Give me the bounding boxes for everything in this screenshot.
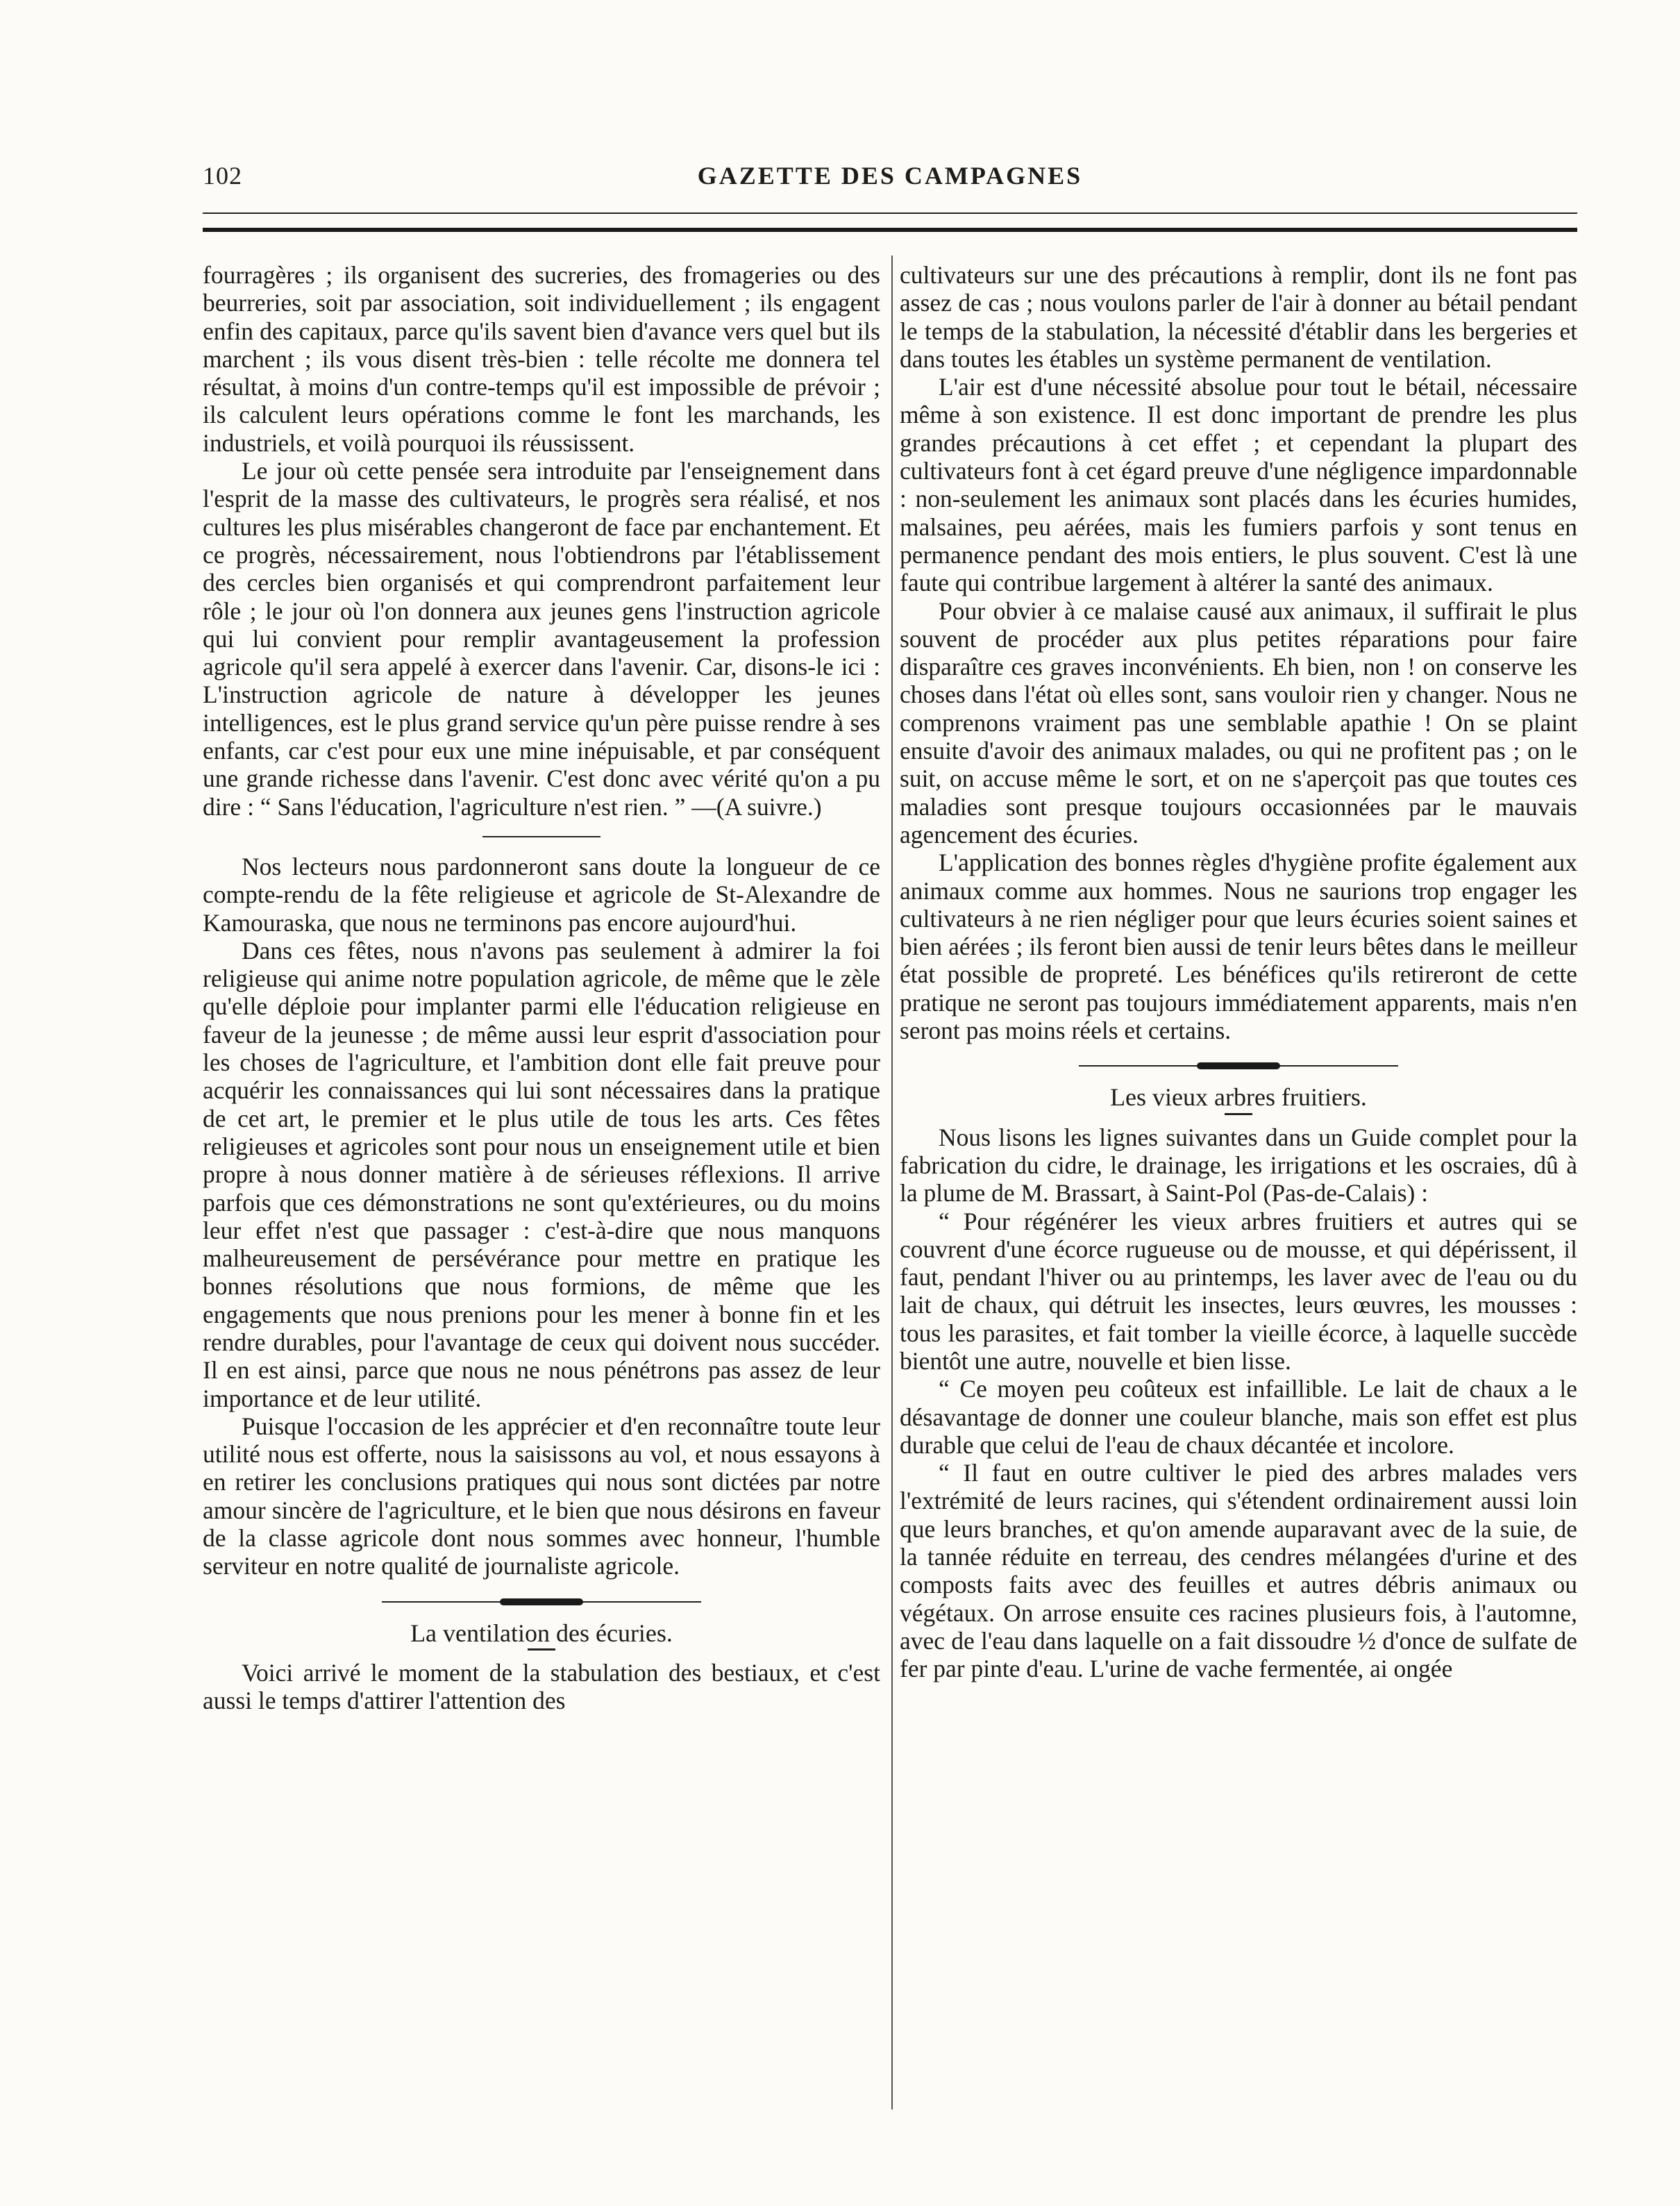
- title-dash: [1225, 1113, 1252, 1115]
- paragraph: Puisque l'occasion de les apprécier et d'en reconnaître toute leur utilité nous est offerte, nous la saisissons au vol, et nous essayons à en retirer les conclusions pratiques qui nous sont dictées par notre amour sincère de l'agriculture, et le bien que nous désirons en faveur de la classe agricole dont nous sommes avec honneur, l'humble serviteur en notre qualité de journaliste agricole.: [203, 1412, 880, 1580]
- right-column: [900, 261, 1577, 2108]
- paragraph: Nos lecteurs nous pardonneront sans doute la longueur de ce compte-rendu de la fête religieuse et agricole de St-Alexandre de Kamouraska, que nous ne terminons pas encore aujourd'hui.: [203, 852, 880, 937]
- header-rule-thick: [203, 228, 1577, 232]
- separator-rule: [482, 836, 600, 837]
- section-ornament: [382, 1600, 701, 1604]
- paragraph: L'application des bonnes règles d'hygiène profite également aux animaux comme aux hommes. Nous ne saurions trop engager les cultivateurs à ne rien négliger pour que leurs écuries soient saines et bien aérées ; ils feront bien aussi de tenir leurs bêtes dans le meilleur état possible de propreté. Les bénéfices qu'ils retireront de cette pratique ne seront pas toujours immédiatement apparents, mais n'en seront pas moins réels et certains.: [900, 849, 1577, 1045]
- paragraph: Le jour où cette pensée sera introduite par l'enseignement dans l'esprit de la masse des cultivateurs, le progrès sera réalisé, et nos cultures les plus misérables changeront de face par enchantement. Et ce progrès, nécessairement, nous l'obtiendrons par l'établissement des cercles bien organisés et qui comprendront parfaitement leur rôle ; le jour où l'on donnera aux jeunes gens l'instruction agricole qui lui convient pour remplir avantageusement la profession agricole qu'il sera appelé à exercer dans l'avenir. Car, disons-le ici : L'instruction agricole de nature à développer les jeunes intelligences, est le plus grand service qu'un père puisse rendre à ses enfants, car c'est pour eux une mine inépuisable, et par conséquent une grande richesse dans l'avenir. C'est donc avec vérité qu'on a pu dire : “ Sans l'éducation, l'agriculture n'est rien. ” —(A suivre.): [203, 457, 880, 821]
- page-header: [203, 161, 1577, 203]
- paragraph: cultivateurs sur une des précautions à remplir, dont ils ne font pas assez de cas ; nous voulons parler de l'air à donner au bétail pendant le temps de la stabulation, la nécessité d'établir dans les bergeries et dans toutes les étables un système permanent de ventilation.: [900, 261, 1577, 373]
- section-ornament: [1079, 1064, 1398, 1068]
- paragraph: Dans ces fêtes, nous n'avons pas seulement à admirer la foi religieuse qui anime notre population agricole, de même que le zèle qu'elle déploie pour implanter parmi elle l'éducation religieuse en faveur de la jeunesse ; de même aussi leur esprit d'association pour les choses de l'agriculture, et l'ambition dont elle fait preuve pour acquérir les connaissances qui lui sont nécessaires dans la pratique de cet art, le premier et le plus utile de tous les arts. Ces fêtes religieuses et agricoles sont pour nous un enseignement utile et bien propre à nous donner matière à de sérieuses réflexions. Il arrive parfois que ces démonstrations ne sont qu'extérieures, ou du moins leur effet n'est que passager : c'est-à-dire que nous manquons malheureusement de persévérance pour mettre en pratique les bonnes résolutions que nous formions, de même que les engagements que nous prenions pour les mener à bonne fin et les rendre durables, pour l'avantage de ceux qui doivent nous succéder. Il en est ainsi, parce que nous ne nous pénétrons pas assez de leur importance et de leur utilité.: [203, 936, 880, 1412]
- section-title: La ventilation des écuries.: [410, 1619, 673, 1647]
- section-title: Les vieux arbres fruitiers.: [1110, 1083, 1367, 1112]
- paragraph: “ Il faut en outre cultiver le pied des arbres malades vers l'extrémité de leurs racines, qui s'étendent ordinairement aussi loin que leurs branches, et qu'on amende auparavant avec de la suie, de la tannée réduite en terreau, des cendres mélangées d'urine et des composts faits avec des feuilles et autres débris animaux ou végétaux. On arrose ensuite ces racines plusieurs fois, à l'automne, avec de l'eau dans laquelle on a fait dissoudre ½ d'once de sulfate de fer par pinte d'eau. L'urine de vache fermentée, ai ongée: [900, 1459, 1577, 1683]
- header-rule-thin: [203, 212, 1577, 214]
- paragraph: Pour obvier à ce malaise causé aux animaux, il suffirait le plus souvent de procéder aux plus petites réparations pour faire disparaître ces graves inconvénients. Eh bien, non ! on conserve les choses dans l'état où elles sont, sans vouloir rien y changer. Nous ne comprenons vraiment pas une semblable apathie ! On se plaint ensuite d'avoir des animaux malades, ou qui ne profitent pas ; on le suit, on accuse même le sort, et on ne s'aperçoit pas que toutes ces maladies sont presque toujours occasionnées par le mauvais agencement des écuries.: [900, 596, 1577, 849]
- paragraph: “ Pour régénérer les vieux arbres fruitiers et autres qui se couvrent d'une écorce rugueuse ou de mousse, et qui dépérissent, il faut, pendant l'hiver ou au printemps, les laver avec de l'eau ou du lait de chaux, qui détruit les insectes, leurs œuvres, les mousses : tous les parasites, et fait tomber la vieille écorce, à laquelle succède bientôt une autre, nouvelle et bien lisse.: [900, 1207, 1577, 1375]
- page-number: 102: [203, 162, 242, 190]
- paragraph: Voici arrivé le moment de la stabulation des bestiaux, et c'est aussi le temps d'attirer l'attention des: [203, 1658, 880, 1715]
- left-column: [203, 261, 880, 2108]
- paragraph: fourragères ; ils organisent des sucreries, des fromageries ou des beurreries, soit par association, soit individuellement ; ils engagent enfin des capitaux, parce qu'ils savent bien d'avance vers quel but ils marchent ; ils vous disent très-bien : telle récolte me donnera tel résultat, à moins d'un contre-temps qu'il est impossible de prévoir ; ils calculent leurs opérations comme le font les marchands, les industriels, et voilà pourquoi ils réussissent.: [203, 261, 880, 457]
- column-divider: [891, 256, 893, 2109]
- paragraph: Nous lisons les lignes suivantes dans un Guide complet pour la fabrication du cidre, le drainage, les irrigations et les oscraies, dû à la plume de M. Brassart, à Saint-Pol (Pas-de-Calais) :: [900, 1123, 1577, 1208]
- title-dash: [528, 1648, 555, 1651]
- paragraph: L'air est d'une nécessité absolue pour tout le bétail, nécessaire même à son existence. Il est donc important de prendre les plus grandes précautions à cet effet ; et cependant la plupart des cultivateurs font à cet égard preuve d'une négligence impardonnable : non-seulement les animaux sont placés dans les écuries humides, malsaines, peu aérées, mais les fumiers parfois y sont tenus en permanence pendant des mois entiers, le plus souvent. C'est là une faute qui contribue largement à altérer la santé des animaux.: [900, 373, 1577, 597]
- running-title: GAZETTE DES CAMPAGNES: [697, 162, 1083, 190]
- paragraph: “ Ce moyen peu coûteux est infaillible. Le lait de chaux a le désavantage de donner une couleur blanche, mais son effet est plus durable que celui de l'eau de chaux décantée et incolore.: [900, 1375, 1577, 1459]
